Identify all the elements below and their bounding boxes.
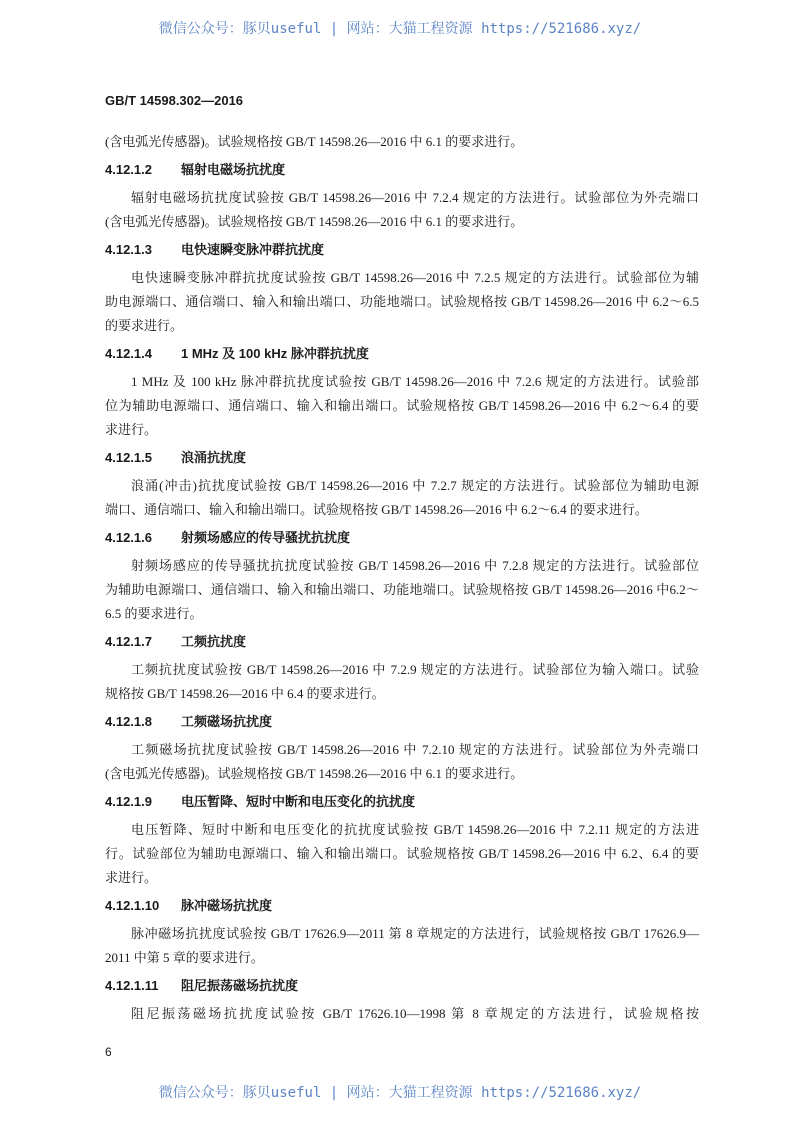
- paragraph-line: 脉冲磁场抗扰度试验按 GB/T 17626.9—2011 第 8 章规定的方法进行，试验规格按 GB/T 17626.9—: [131, 926, 699, 941]
- section-heading: [105, 710, 699, 734]
- paragraph: [105, 474, 699, 522]
- section-title: 工频磁场抗扰度: [181, 714, 273, 729]
- section-heading: [105, 630, 699, 654]
- section-title: 电压暂降、短时中断和电压变化的抗扰度: [181, 794, 416, 809]
- section-title: 脉冲磁场抗扰度: [181, 898, 273, 913]
- section-heading: [105, 158, 699, 182]
- section-number: 4.12.1.8: [105, 714, 152, 729]
- section-number: 4.12.1.7: [105, 634, 152, 649]
- section-title: 工频抗扰度: [181, 634, 247, 649]
- section-heading: [105, 974, 699, 998]
- page-number: 6: [105, 1045, 112, 1059]
- paragraph-line: 浪涌(冲击)抗扰度试验按 GB/T 14598.26—2016 中 7.2.7 规定的方法进行。试验部位为辅助电源: [131, 478, 699, 493]
- paragraph-line: 2011 中第 5 章的要求进行。: [105, 950, 264, 965]
- section-heading: [105, 790, 699, 814]
- paragraph-line: 阻尼振荡磁场抗扰度试验按 GB/T 17626.10—1998 第 8 章规定的方法进行，试验规格按: [131, 1006, 699, 1021]
- paragraph-line: 6.5 的要求进行。: [105, 606, 203, 621]
- paragraph-line: 电快速瞬变脉冲群抗扰度试验按 GB/T 14598.26—2016 中 7.2.5 规定的方法进行。试验部位为辅: [131, 270, 699, 285]
- paragraph-line: 规格按 GB/T 14598.26—2016 中 6.4 的要求进行。: [105, 686, 385, 701]
- watermark-bottom: 微信公众号：豚贝useful | 网站：大猫工程资源 https://521686.xyz/: [158, 1085, 642, 1101]
- section-number: 4.12.1.5: [105, 450, 152, 465]
- paragraph-line: 工频磁场抗扰度试验按 GB/T 14598.26—2016 中 7.2.10 规定的方法进行。试验部位为外壳端口: [131, 742, 699, 757]
- section-title: 浪涌抗扰度: [181, 450, 247, 465]
- section-title: 电快速瞬变脉冲群抗扰度: [181, 242, 325, 257]
- section-number: 4.12.1.6: [105, 530, 152, 545]
- paragraph: [105, 658, 699, 706]
- paragraph-line: 位为辅助电源端口、通信端口、输入和输出端口。试验规格按 GB/T 14598.26—2016 中 6.2～6.4 的要: [105, 398, 699, 413]
- paragraph: [105, 1002, 699, 1026]
- watermark-top: 微信公众号：豚贝useful | 网站：大猫工程资源 https://521686.xyz/: [158, 21, 642, 37]
- section-number: 4.12.1.4: [105, 346, 152, 361]
- section-number: 4.12.1.2: [105, 162, 152, 177]
- paragraph-line: 电压暂降、短时中断和电压变化的抗扰度试验按 GB/T 14598.26—2016 中 7.2.11 规定的方法进: [131, 822, 699, 837]
- paragraph-line: (含电弧光传感器)。试验规格按 GB/T 14598.26—2016 中 6.1 的要求进行。: [105, 214, 524, 229]
- paragraph-line: 的要求进行。: [105, 318, 184, 333]
- paragraph-line: (含电弧光传感器)。试验规格按 GB/T 14598.26—2016 中 6.1 的要求进行。: [105, 134, 524, 149]
- section-heading: [105, 446, 699, 470]
- paragraph-line: 1 MHz 及 100 kHz 脉冲群抗扰度试验按 GB/T 14598.26—2016 中 7.2.6 规定的方法进行。试验部: [131, 374, 699, 389]
- document-body: [105, 130, 699, 1026]
- paragraph-line: 辐射电磁场抗扰度试验按 GB/T 14598.26—2016 中 7.2.4 规定的方法进行。试验部位为外壳端口: [131, 190, 699, 205]
- paragraph-line: 工频抗扰度试验按 GB/T 14598.26—2016 中 7.2.9 规定的方法进行。试验部位为输入端口。试验: [131, 662, 699, 677]
- section-heading: [105, 238, 699, 262]
- paragraph-line: 为辅助电源端口、通信端口、输入和输出端口、功能地端口。试验规格按 GB/T 14598.26—2016 中6.2～: [105, 582, 699, 597]
- section-heading: [105, 526, 699, 550]
- document-code-header: GB/T 14598.302—2016: [105, 93, 244, 108]
- paragraph-line: 端口、通信端口、输入和输出端口。试验规格按 GB/T 14598.26—2016 中 6.2～6.4 的要求进行。: [105, 502, 648, 517]
- paragraph-line: 求进行。: [105, 422, 158, 437]
- paragraph-line: (含电弧光传感器)。试验规格按 GB/T 14598.26—2016 中 6.1 的要求进行。: [105, 766, 524, 781]
- paragraph: [105, 186, 699, 234]
- section-number: 4.12.1.11: [105, 978, 159, 993]
- paragraph: [105, 554, 699, 626]
- paragraph-line: 助电源端口、通信端口、输入和输出端口、功能地端口。试验规格按 GB/T 14598.26—2016 中 6.2～6.5: [105, 294, 699, 309]
- paragraph-line: 行。试验部位为辅助电源端口、输入和输出端口。试验规格按 GB/T 14598.26—2016 中 6.2、6.4 的要: [105, 846, 699, 861]
- paragraph: [105, 818, 699, 890]
- section-number: 4.12.1.10: [105, 898, 160, 913]
- section-heading: [105, 894, 699, 918]
- section-title: 阻尼振荡磁场抗扰度: [181, 978, 299, 993]
- paragraph: [105, 266, 699, 338]
- paragraph-line: 射频场感应的传导骚扰抗扰度试验按 GB/T 14598.26—2016 中 7.2.8 规定的方法进行。试验部位: [131, 558, 699, 573]
- section-heading: [105, 342, 699, 366]
- section-title: 1 MHz 及 100 kHz 脉冲群抗扰度: [181, 346, 369, 361]
- section-number: 4.12.1.9: [105, 794, 152, 809]
- section-title: 辐射电磁场抗扰度: [181, 162, 286, 177]
- paragraph: [105, 738, 699, 786]
- paragraph: [105, 922, 699, 970]
- section-number: 4.12.1.3: [105, 242, 152, 257]
- paragraph-line: 求进行。: [105, 870, 158, 885]
- section-title: 射频场感应的传导骚扰抗扰度: [181, 530, 351, 545]
- paragraph: [105, 370, 699, 442]
- paragraph: [105, 130, 699, 154]
